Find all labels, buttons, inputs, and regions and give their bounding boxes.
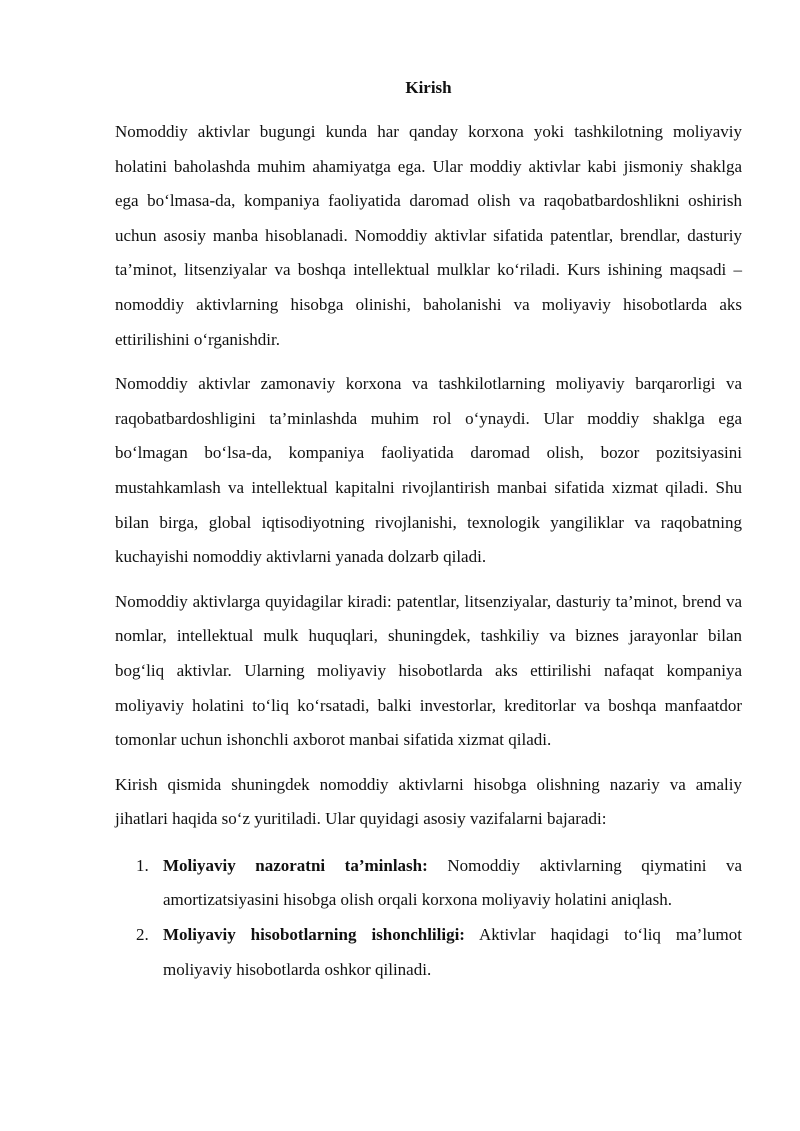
list-item-number: 1. bbox=[136, 855, 149, 875]
page-title: Kirish bbox=[405, 78, 452, 97]
list-item bbox=[115, 918, 742, 987]
document-page bbox=[115, 0, 742, 987]
list-item-text: Aktivlar haqidagi to‘liq ma’lumot moliyaviy hisobotlarda oshkor qilinadi. bbox=[163, 925, 742, 979]
paragraph-intro: Nomoddiy aktivlar bugungi kunda har qanday korxona yoki tashkilotning moliyaviy holatini baholashda muhim ahamiyatga ega. Ular moddiy aktivlar kabi jismoniy shaklga ega bo‘lmasa-da, kompaniya faoliyatida daromad olish va raqobatbardoshlikni oshirish uchun asosiy manba hisoblanadi. Nomoddiy aktivlar sifatida patentlar, brendlar, dasturiy ta’minot, litsenziyalar va boshqa intellektual mulklar ko‘riladi. Kurs ishining maqsadi – nomoddiy aktivlarning hisobga olinishi, baholanishi va moliyaviy hisobotlarda aks ettirilishini o‘rganishdir. bbox=[115, 122, 742, 349]
list-item-number: 2. bbox=[136, 925, 149, 945]
paragraph-tasks-intro: Kirish qismida shuningdek nomoddiy aktivlarni hisobga olishning nazariy va amaliy jihatlari haqida so‘z yuritiladi. Ular quyidagi asosiy vazifalarni bajaradi: bbox=[115, 774, 742, 829]
task-list bbox=[115, 849, 742, 987]
list-item bbox=[115, 849, 742, 918]
paragraph-types: Nomoddiy aktivlarga quyidagilar kiradi: patentlar, litsenziyalar, dasturiy ta’minot, brend va nomlar, intellektual mulk huquqlari, shuningdek, tashkiliy va biznes jarayonlar bilan bog‘liq aktivlar. Ularning moliyaviy hisobotlarda aks ettirilishi nafaqat kompaniya moliyaviy holatini to‘liq ko‘rsatadi, balki investorlar, kreditorlar va boshqa manfaatdor tomonlar uchun ishonchli axborot manbai sifatida xizmat qiladi. bbox=[115, 591, 742, 750]
paragraph-role: Nomoddiy aktivlar zamonaviy korxona va tashkilotlarning moliyaviy barqarorligi va raqobatbardoshligini ta’minlashda muhim rol o‘ynaydi. Ular moddiy shaklga ega bo‘lmagan bo‘lsa-da, kompaniya faoliyatida daromad olish, bozor pozitsiyasini mustahkamlash va intellektual kapitalni rivojlantirish manbai sifatida xizmat qiladi. Shu bilan birga, global iqtisodiyotning rivojlanishi, texnologik yangiliklar va raqobatning kuchayishi nomoddiy aktivlarni yanada dolzarb qiladi. bbox=[115, 374, 742, 567]
list-item-term: Moliyaviy hisobotlarning ishonchliligi: bbox=[163, 925, 465, 945]
list-item-term: Moliyaviy nazoratni ta’minlash: bbox=[163, 855, 428, 875]
list-item-text: Nomoddiy aktivlarning qiymatini va amortizatsiyasini hisobga olish orqali korxona moliyaviy holatini aniqlash. bbox=[163, 855, 743, 910]
